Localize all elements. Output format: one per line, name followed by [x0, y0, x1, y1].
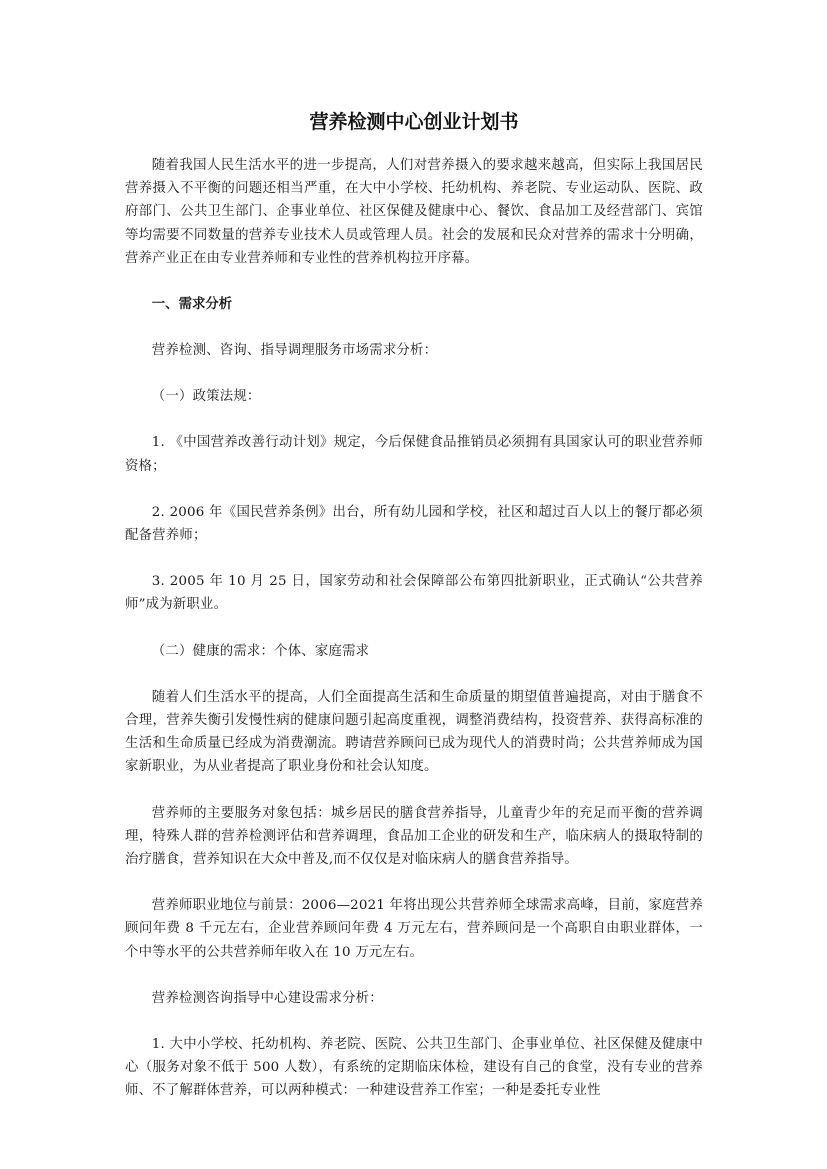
subsection-heading-policy: （一）政策法规：	[151, 389, 261, 405]
document-body	[125, 110, 703, 1126]
policy-item-2: 2. 2006 年《国民营养条例》出台，所有幼儿园和学校，社区和超过百人以上的餐厅都必须配备营养师；	[125, 504, 703, 544]
policy-item-1: 1. 《中国营养改善行动计划》规定，今后保健食品推销员必须拥有具国家认可的职业营养师资格；	[125, 435, 703, 474]
health-paragraph-3: 营养师职业地位与前景：2006—2021 年将出现公共营养师全球需求高峰，目前，家庭营养顾问年费 8 千元左右，企业营养顾问年费 4 万元左右，营养顾问是一个高职自由职业群体，一个中等水平的公共营养师年收入在 10 万元左右。	[125, 898, 703, 960]
document-title: 营养检测中心创业计划书	[309, 111, 519, 133]
policy-item-3: 3. 2005 年 10 月 25 日，国家劳动和社会保障部公布第四批新职业，正式确认“公共营养师”成为新职业。	[125, 574, 703, 613]
health-paragraph-2: 营养师的主要服务对象包括：城乡居民的膳食营养指导，儿童青少年的充足而平衡的营养调理，特殊人群的营养检测评估和营养调理，食品加工企业的研发和生产，临床病人的摄取特制的治疗膳食，营养知识在大众中普及,而不仅仅是对临床病人的膳食营养指导。	[125, 805, 703, 868]
subsection-heading-health: （二）健康的需求：个体、家庭需求	[151, 643, 370, 659]
center-item-1: 1. 大中小学校、托幼机构、养老院、医院、公共卫生部门、企事业单位、社区保健及健康中心（服务对象不低于 500 人数），有系统的定期临床体检，建设有自己的食堂，没有专业的营养师、不了解群体营养，可以两种模式：一种建设营养工作室；一种是委托专业性	[125, 1037, 703, 1099]
center-intro-paragraph: 营养检测咨询指导中心建设需求分析：	[151, 990, 383, 1006]
intro-paragraph: 随着我国人民生活水平的进一步提高，人们对营养摄入的要求越来越高，但实际上我国居民营养摄入不平衡的问题还相当严重，在大中小学校、托幼机构、养老院、专业运动队、医院、政府部门、公共卫生部门、企事业单位、社区保健及健康中心、餐饮、食品加工及经营部门、宾馆等均需要不同数量的营养专业技术人员或管理人员。社会的发展和民众对营养的需求十分明确，营养产业正在由专业营养师和专业性的营养机构拉开序幕。	[125, 158, 703, 266]
health-paragraph-1: 随着人们生活水平的提高，人们全面提高生活和生命质量的期望值普遍提高，对由于膳食不合理，营养失衡引发慢性病的健康问题引起高度重视，调整消费结构，投资营养、获得高标准的生活和生命质量已经成为消费潮流。聘请营养顾问已成为现代人的消费时尚；公共营养师成为国家新职业，为从业者提高了职业身份和社会认知度。	[125, 689, 703, 775]
market-intro-paragraph: 营养检测、咨询、指导调理服务市场需求分析：	[151, 343, 438, 359]
section-heading-demand-analysis: 一、需求分析	[151, 297, 233, 313]
